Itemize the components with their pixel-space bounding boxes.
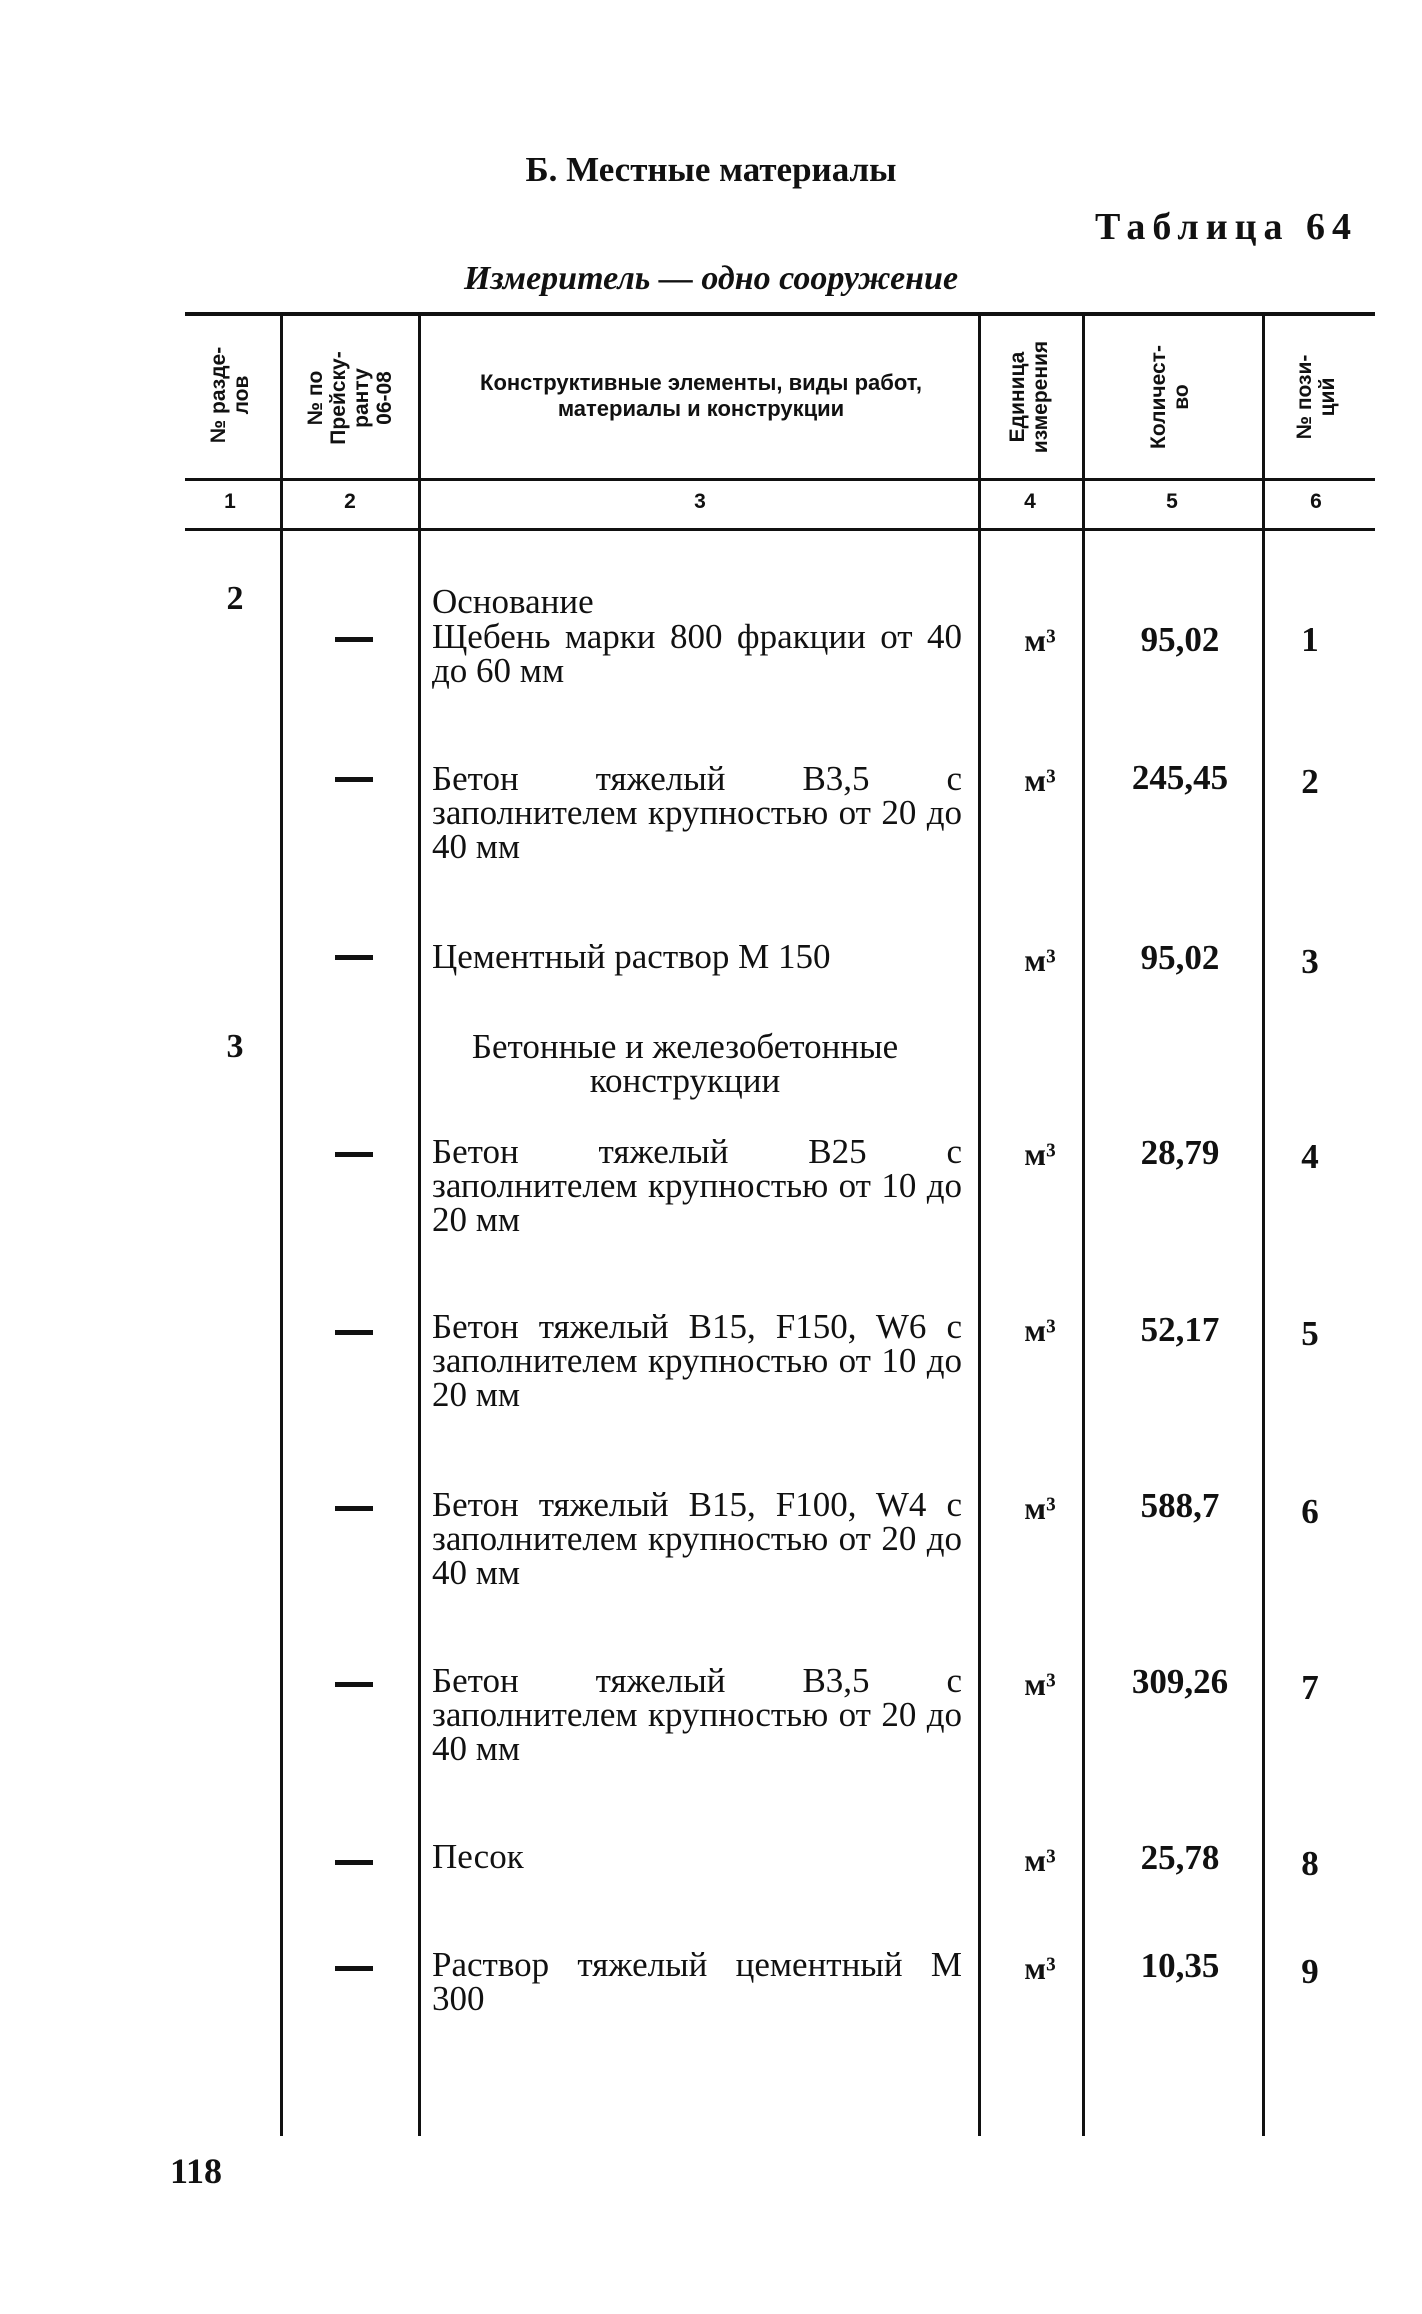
col3-header: Конструктивные элементы, виды работ, материалы и конструкции [480,370,922,421]
row-description: Бетон тяжелый В15, F150, W6 с заполнителем крупностью от 10 до 20 мм [432,1307,962,1414]
col-divider-3 [978,314,981,2136]
row-dash [335,637,373,642]
row-position: 5 [1301,1314,1319,1353]
col3-number: 3 [694,490,706,513]
col6-header: № пози- ций [1293,354,1339,440]
col4-header: Единица измерения [1006,340,1052,454]
row-description: Бетон тяжелый В25 с заполнителем крупностью от 10 до 20 мм [432,1132,962,1239]
row-dash [335,1506,373,1511]
row-position: 4 [1301,1137,1319,1176]
col5-number: 5 [1166,490,1178,513]
header-bottom-rule [185,478,1375,481]
col-divider-1 [280,314,283,2136]
row-unit: м³ [1024,1490,1056,1526]
row-position: 1 [1301,620,1319,659]
col1-number: 1 [224,490,236,513]
row-description: Бетонные и железобетонные конструкции [471,1027,899,1100]
col2-number: 2 [344,490,356,513]
row-dash [335,955,373,960]
col5-header: Количест- во [1147,345,1193,449]
row-quantity: 588,7 [1140,1486,1220,1525]
section-title: Б. Местные материалы [525,150,897,189]
row-description: Песок [432,1837,524,1876]
row-description: Бетон тяжелый В3,5 с заполнителем крупностью от 20 до 40 мм [432,759,962,866]
row-description: Бетон тяжелый В3,5 с заполнителем крупностью от 20 до 40 мм [432,1661,962,1768]
col4-number: 4 [1024,490,1036,513]
row-dash [335,1152,373,1157]
row-dash [335,777,373,782]
row-position: 2 [1301,762,1319,801]
row-dash [335,1682,373,1687]
col2-header: № по Прейску- ранту 06-08 [304,351,396,445]
row-quantity: 28,79 [1140,1133,1220,1172]
row-unit: м³ [1024,1842,1056,1878]
row-description: Цементный раствор М 150 [432,937,831,976]
row-description: Основание [432,582,594,621]
row-position: 6 [1301,1492,1319,1531]
row-quantity: 95,02 [1140,620,1220,659]
row-unit: м³ [1024,1312,1056,1348]
col1-header: № разде- лов [207,346,253,444]
row-unit: м³ [1024,942,1056,978]
row-position: 8 [1301,1844,1319,1883]
row-unit: м³ [1024,622,1056,658]
row-quantity: 52,17 [1140,1310,1220,1349]
table-label: Таблица 64 [1094,206,1358,248]
row-position: 3 [1301,942,1319,981]
row-unit: м³ [1024,1950,1056,1986]
row-description: Раствор тяжелый цементный М 300 [432,1945,962,2018]
row-dash [335,1966,373,1971]
measure-unit-caption: Измеритель — одно сооружение [463,260,959,297]
row-position: 9 [1301,1952,1319,1991]
row-dash [335,1860,373,1865]
row-quantity: 95,02 [1140,938,1220,977]
row-unit: м³ [1024,762,1056,798]
colnum-bottom-rule [185,528,1375,531]
page-number: 118 [170,2151,223,2191]
row-description: Бетон тяжелый В15, F100, W4 с заполнителем крупностью от 20 до 40 мм [432,1485,962,1592]
row-unit: м³ [1024,1666,1056,1702]
section-number: 2 [226,580,244,617]
row-quantity: 10,35 [1140,1946,1220,1985]
row-quantity: 245,45 [1131,758,1229,797]
row-quantity: 309,26 [1131,1662,1229,1701]
row-dash [335,1330,373,1335]
row-unit: м³ [1024,1136,1056,1172]
row-quantity: 25,78 [1140,1838,1220,1877]
table-top-rule [185,312,1375,316]
col-divider-2 [418,314,421,2136]
row-position: 7 [1301,1668,1319,1707]
row-description: Щебень марки 800 фракции от 40 до 60 мм [432,617,962,690]
section-number: 3 [226,1028,244,1065]
col6-number: 6 [1310,490,1322,513]
